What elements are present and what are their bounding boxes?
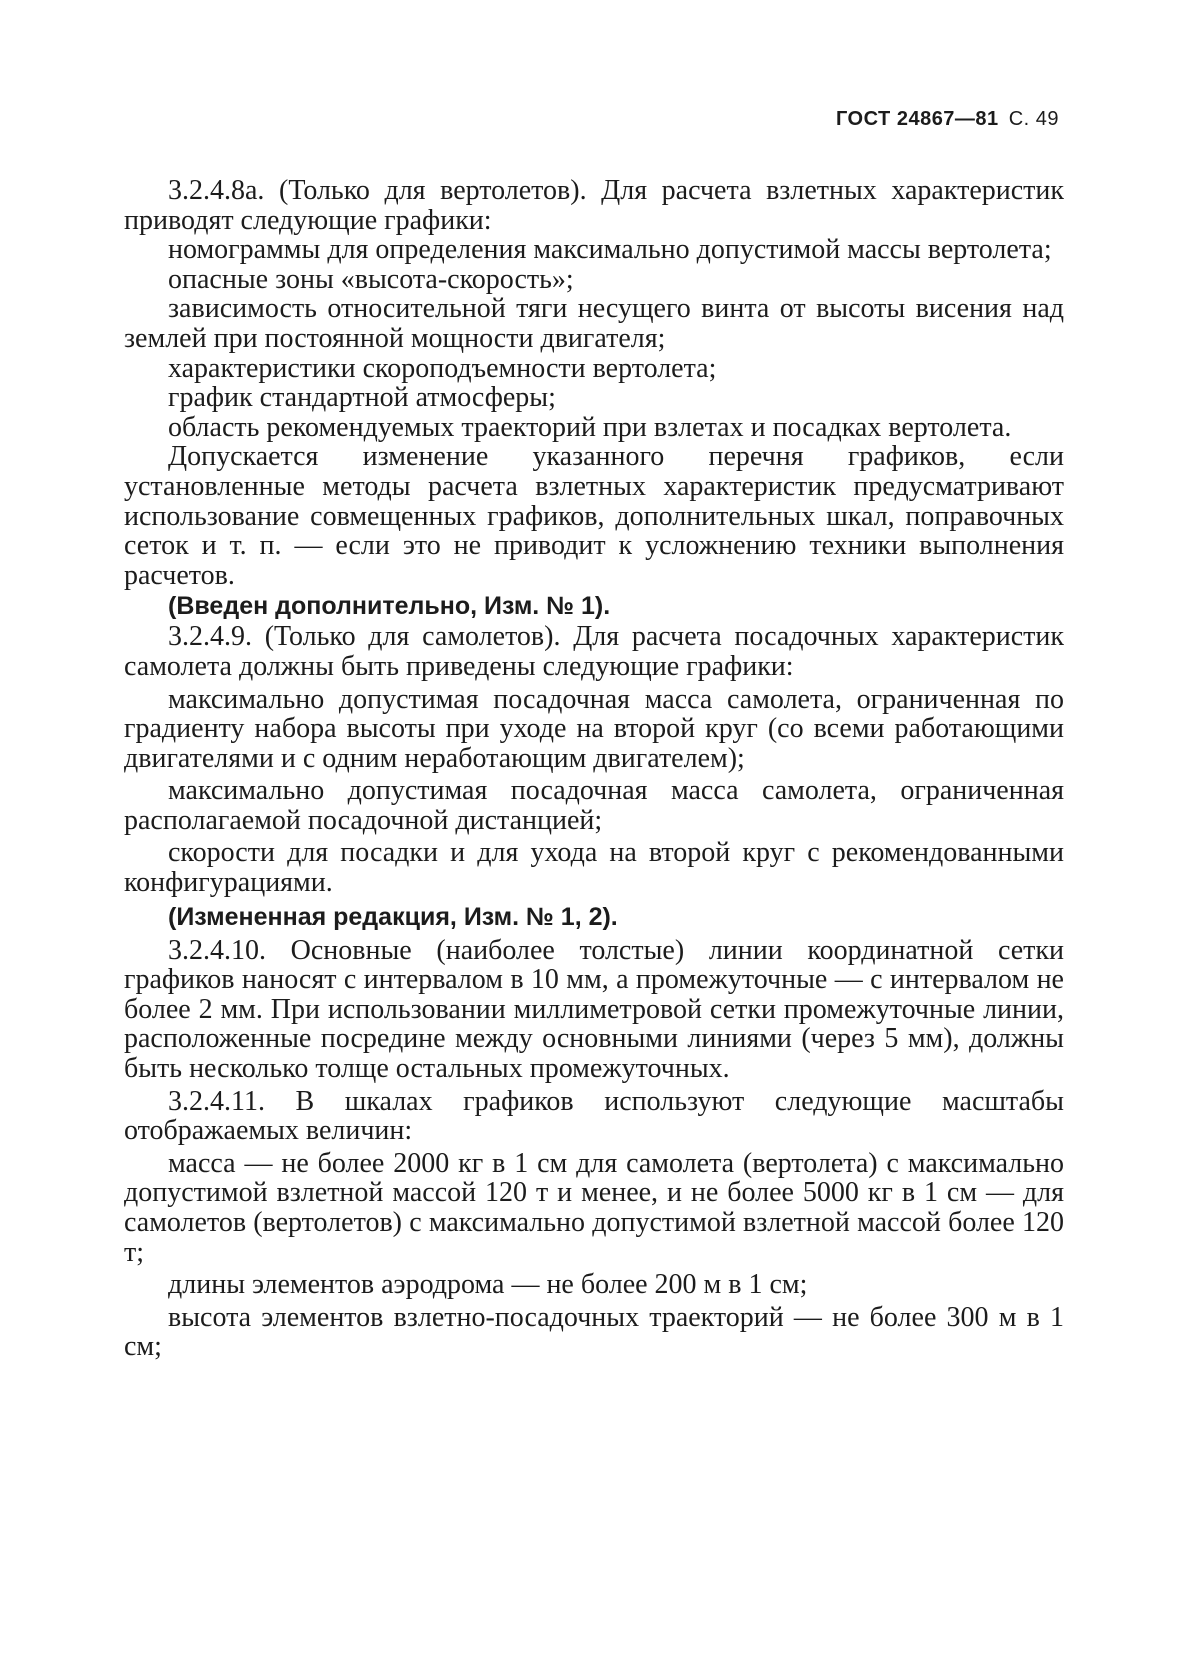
list-item-landing-mass-distance: максимально допустимая посадочная масса самолета, ограниченная располагаемой посадочной дистанцией; (124, 775, 1064, 836)
list-item-rotor-thrust: зависимость относительной тяги несущего винта от высоты висения над землей при постоянной мощности двигателя; (124, 293, 1064, 354)
list-item-trajectory-height-scale: высота элементов взлетно-посадочных траекторий — не более 300 м в 1 см; (124, 1301, 1064, 1363)
list-item-danger-zones: опасные зоны «высота-скорость»; (168, 263, 574, 295)
paragraph-allowed-changes: Допускается изменение указанного перечня графиков, если установленные методы расчета взлетных характеристик предусматривают использование совмещенных графиков, дополнительных шкал, поправочных сеток и т. п. — если это не приводит к усложнению техники выполнения расчетов. (124, 441, 1064, 591)
page-header (836, 108, 1059, 131)
paragraph-3-2-4-9: 3.2.4.9. (Только для самолетов). Для расчета посадочных характеристик самолета должны быть приведены следующие графики: (124, 621, 1064, 682)
paragraph-3-2-4-10: 3.2.4.10. Основные (наиболее толстые) линии координатной сетки графиков наносят с интервалом в 10 мм, а промежуточные — с интервалом не более 2 мм. При использовании миллиметровой сетки промежуточные линии, расположенные посредине между основными линиями (через 5 мм), должны быть несколько толще остальных промежуточных. (124, 934, 1064, 1085)
standard-code: ГОСТ 24867—81 (835, 108, 999, 130)
list-item-landing-mass-gradient: максимально допустимая посадочная масса самолета, ограниченная по градиенту набора высоты при уходе на второй круг (со всеми работающими двигателями и с одним неработающим двигателем); (124, 683, 1064, 774)
list-item-nomograms: номограммы для определения максимально допустимой массы вертолета; (168, 234, 1052, 266)
document-body (124, 176, 1064, 1362)
paragraph-3-2-4-8a: 3.2.4.8а. (Только для вертолетов). Для расчета взлетных характеристик приводят следующие графики: (124, 175, 1064, 236)
list-item-aerodrome-length-scale: длины элементов аэродрома — не более 200 м в 1 см; (168, 1269, 808, 1301)
list-item-climb-rate: характеристики скороподъемности вертолета; (168, 352, 717, 384)
list-item-trajectories: область рекомендуемых траекторий при взлетах и посадках вертолета. (168, 411, 1012, 443)
page-number: С. 49 (1008, 108, 1059, 130)
list-item-landing-speeds: скорости для посадки и для ухода на второй круг с рекомендованными конфигурациями. (124, 837, 1064, 899)
amendment-note-1: (Введен дополнительно, Изм. № 1). (168, 592, 611, 621)
paragraph-3-2-4-11: 3.2.4.11. В шкалах графиков используют следующие масштабы отображаемых величин: (124, 1085, 1064, 1147)
list-item-standard-atmosphere: график стандартной атмосферы; (168, 382, 556, 414)
list-item-mass-scale: масса — не более 2000 кг в 1 см для самолета (вертолета) с максимально допустимой взлетной массой 120 т и менее, и не более 5000 кг в 1 см — для самолетов (вертолетов) с максимально допустимой взлетной массой более 120 т; (124, 1147, 1064, 1268)
amendment-note-2: (Измененная редакция, Изм. № 1, 2). (168, 902, 618, 931)
